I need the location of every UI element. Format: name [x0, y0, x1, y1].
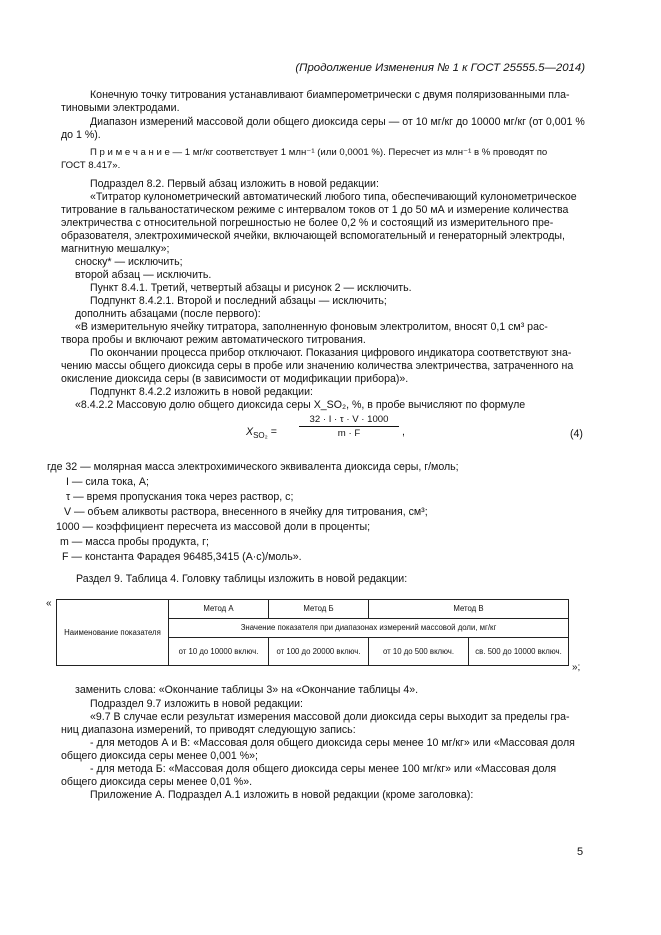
- table-range-cell: от 10 до 10000 включ.: [169, 638, 269, 666]
- table-range-cell: св. 500 до 10000 включ.: [469, 638, 569, 666]
- text-line: Подраздел 9.7 изложить в новой редакции:: [90, 698, 303, 710]
- note-line: П р и м е ч а н и е — 1 мг/кг соответствует 1 млн⁻¹ (или 0,0001 %). Пересчет из млн⁻¹ в % проводят по: [90, 147, 548, 158]
- text-line: окисление диоксида серы (в зависимости от модификации прибора)».: [61, 373, 409, 385]
- formula-comma: ,: [402, 426, 405, 438]
- text-line: образователя, электрохимической ячейки, включающей вспомогательный и генераторный электроды,: [61, 230, 565, 242]
- formula-fraction: [299, 414, 399, 439]
- text-line: дополнить абзацами (после первого):: [75, 308, 261, 320]
- text-line: заменить слова: «Окончание таблицы 3» на «Окончание таблицы 4».: [75, 684, 419, 696]
- table-range-cell: от 10 до 500 включ.: [369, 638, 469, 666]
- table-span-header: Значение показателя при диапазонах измерений массовой доли, мг/кг: [169, 619, 569, 638]
- where-line: 1000 — коэффициент пересчета из массовой доли в проценты;: [56, 521, 371, 533]
- page-number: 5: [577, 846, 584, 858]
- text-line: тиновыми электродами.: [61, 102, 180, 114]
- formula-lhs: $X_{SO_2}$ =: [246, 426, 277, 441]
- text-line: По окончании процесса прибор отключают. Показания цифрового индикатора соответствуют зна-: [90, 347, 572, 359]
- text-line: «8.4.2.2 Массовую долю общего диоксида серы X_SO₂, %, в пробе вычисляют по формуле: [75, 399, 526, 411]
- table-name-column: Наименование показателя: [57, 600, 169, 666]
- formula-denominator: m · F: [337, 428, 361, 439]
- text-line: ниц диапазона измерений, то приводят следующую запись:: [61, 724, 356, 736]
- where-line: I — сила тока, А;: [66, 476, 149, 488]
- text-line: титрование в гальваностатическом режиме с интервалом токов от 1 до 50 мА и измерение количества: [61, 204, 569, 216]
- text-line: - для метода Б: «Массовая доля общего диоксида серы менее 100 мг/кг» или «Массовая доля: [90, 763, 557, 775]
- text-line: Подпункт 8.4.2.2 изложить в новой редакции:: [90, 386, 313, 398]
- text-line: твора пробы и включают режим автоматического титрования.: [61, 334, 366, 346]
- page-header: (Продолжение Изменения № 1 к ГОСТ 25555.5—2014): [295, 62, 585, 74]
- where-line: m — масса пробы продукта, г;: [60, 536, 209, 548]
- equation-number: (4): [570, 428, 583, 440]
- table-method-b: Метод Б: [269, 600, 369, 619]
- text-line: Раздел 9. Таблица 4. Головку таблицы изложить в новой редакции:: [76, 573, 408, 585]
- text-line: сноску* — исключить;: [75, 256, 183, 268]
- text-line: второй абзац — исключить.: [75, 269, 212, 281]
- note-line: ГОСТ 8.417».: [61, 160, 121, 171]
- text-line: электричества с относительной погрешностью не более 0,2 % и состоящий из измерительного пре-: [61, 217, 554, 229]
- text-line: чению массы общего диоксида серы в пробе или значению количества электричества, затраченного на: [61, 360, 574, 372]
- text-line: - для методов А и В: «Массовая доля общего диоксида серы менее 10 мг/кг» или «Массовая доля: [90, 737, 575, 749]
- text-line: общего диоксида серы менее 0,01 %».: [61, 776, 253, 788]
- text-line: общего диоксида серы менее 0,001 %»;: [61, 750, 258, 762]
- text-line: Подпункт 8.4.2.1. Второй и последний абзацы — исключить;: [90, 295, 387, 307]
- where-line: τ — время пропускания тока через раствор, с;: [66, 491, 294, 503]
- text-line: Подраздел 8.2. Первый абзац изложить в новой редакции:: [90, 178, 379, 190]
- quote-open: «: [46, 598, 52, 609]
- table-method-a: Метод А: [169, 600, 269, 619]
- text-line: Пункт 8.4.1. Третий, четвертый абзацы и рисунок 2 — исключить.: [90, 282, 412, 294]
- text-line: Диапазон измерений массовой доли общего диоксида серы — от 10 мг/кг до 10000 мг/кг (от 0,001 %: [90, 116, 585, 128]
- formula-numerator: 32 · I · τ · V · 1000: [299, 414, 399, 427]
- where-line: F — константа Фарадея 96485,3415 (А·с)/моль».: [62, 551, 302, 563]
- table-range-cell: от 100 до 20000 включ.: [269, 638, 369, 666]
- text-line: «9.7 В случае если результат измерения массовой доли диоксида серы выходит за пределы гра-: [90, 711, 570, 723]
- text-line: Приложение А. Подраздел А.1 изложить в новой редакции (кроме заголовка):: [90, 789, 474, 801]
- text-line: «Титратор кулонометрический автоматический любого типа, обеспечивающий кулонометрическое: [90, 191, 577, 203]
- text-line: магнитную мешалку»;: [61, 243, 170, 255]
- text-line: «В измерительную ячейку титратора, заполненную фоновым электролитом, вносят 0,1 см³ рас-: [75, 321, 548, 333]
- text-line: до 1 %).: [61, 129, 101, 141]
- table-4-header: [56, 599, 569, 666]
- where-line: где 32 — молярная масса электрохимического эквивалента диоксида серы, г/моль;: [47, 461, 459, 473]
- table-method-v: Метод В: [369, 600, 569, 619]
- quote-close: »;: [572, 662, 581, 673]
- text-line: Конечную точку титрования устанавливают биамперометрически с двумя поляризованными пла-: [90, 89, 570, 101]
- where-line: V — объем аликвоты раствора, внесенного в ячейку для титрования, см³;: [64, 506, 428, 518]
